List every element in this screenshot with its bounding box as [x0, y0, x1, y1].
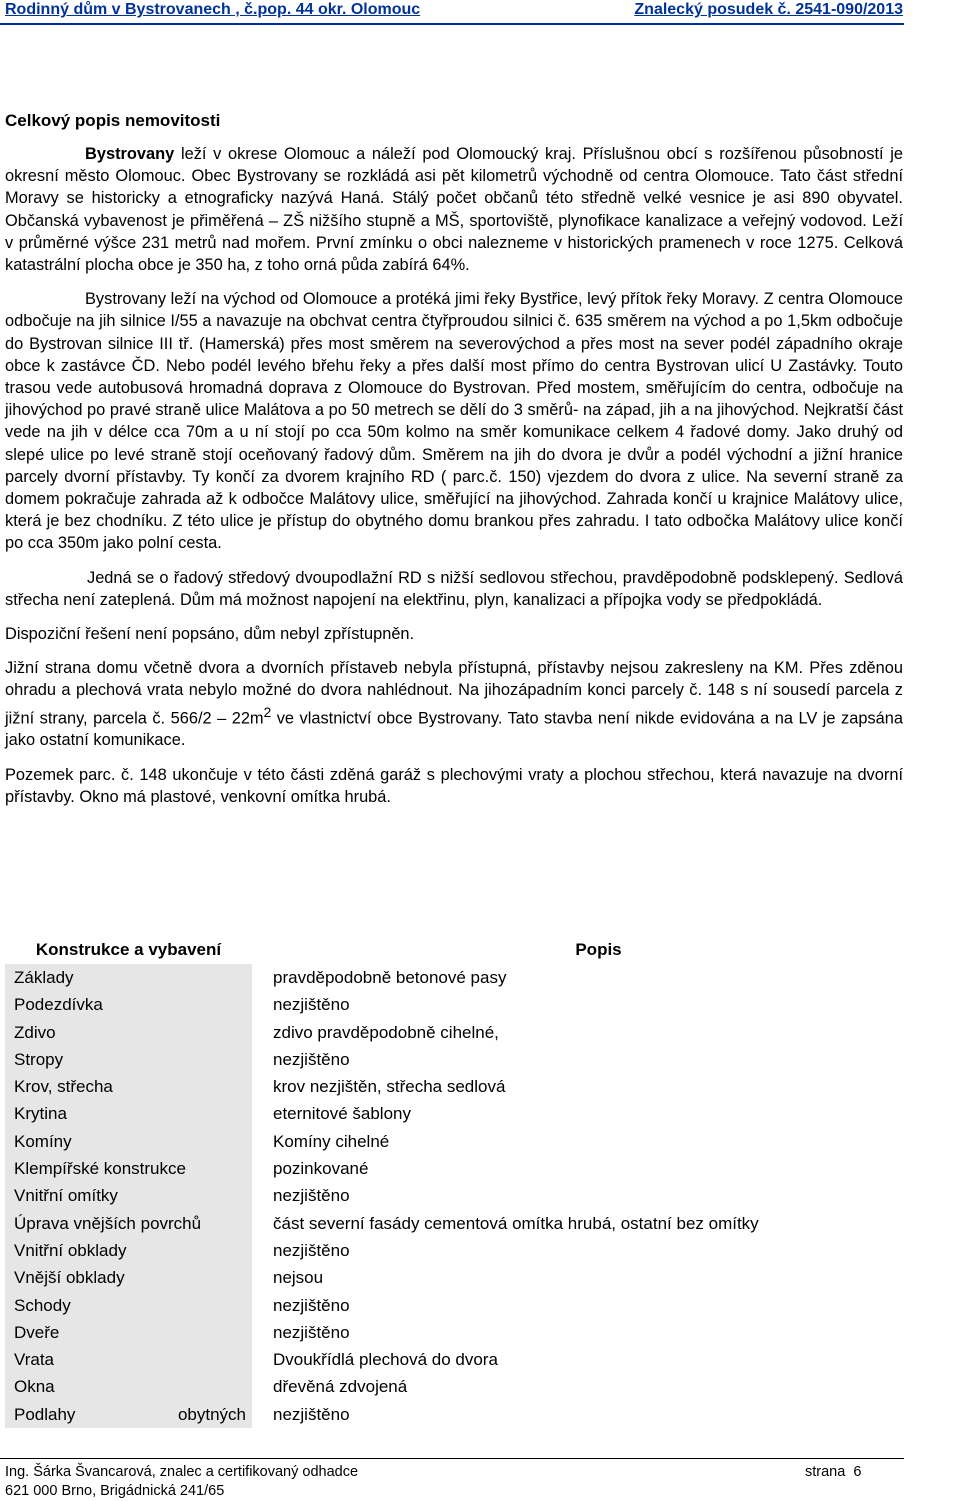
table-header-description: Popis [575, 939, 622, 959]
footer-author [5, 1463, 358, 1501]
construction-description: zdivo pravděpodobně cihelné, [273, 1022, 499, 1042]
header-divider [0, 23, 904, 25]
paragraph-building [5, 567, 903, 611]
construction-description: pravděpodobně betonové pasy [273, 968, 507, 987]
construction-description: nezjištěno [273, 1049, 350, 1069]
construction-item-cell: Schody [5, 1292, 252, 1319]
paragraph-access-text: Bystrovany leží na východ od Olomouce a protéká jimi řeky Bystřice, levý přítok řeky Moravy. Z centra Olomouce odbočuje na jih silnice I/55 a navazuje na obchvat centra čtyřproudou silnici č. 635 směrem na východ a po 1,5km odbočuje do Bystrovan silnice III tř. (Hamerská) přes most směrem na severovýchod a přes most na sever podél západního okraje obce k zastávce ČD. Nebo podél levého břehu řeky a přes další most přímo do centra Bystrovan ulicí U Zastávky. Touto trasou vede autobusová hromadná doprava z Olomouce do Bystrovan. Před mostem, směřujícím do centra, odbočuje na jihovýchod po pravé straně ulice Malátova a po 50 metrech se dělí do 3 směrů- na západ, jih a na jihovýchod. Nejkratší část vede na jih v délce cca 70m a u ní stojí po cca 50m kolmo na směr komunikace celkem 4 řadové domy. Jako druhý od slepé ulice po levé straně stojí oceňovaný řadový dům. Směrem na jih do dvora je dvůr a podél východní a jižní hranice parcely dvorní přístavby. Ty končí za dvorem krajního RD ( parc.č. 150) vjezdem do dvora z ulice. Na severní straně za domem pokračuje zahrada až k odbočce Malátovy ulice, směřující na jihovýchod. Zahrada končí u krajnice Malátovy ulice, která je bez chodníku. Z této ulice je přístup do obytného domu brankou přes zahradu. I tato odbočka Malátovy ulice končí po cca 350m jako polní cesta. [5, 290, 903, 553]
footer-page-label: strana [805, 1464, 846, 1480]
table-header-construction: Konstrukce a vybavení [35, 939, 222, 959]
construction-item-cell: Okna [5, 1373, 252, 1400]
construction-description: nezjištěno [273, 1322, 350, 1342]
construction-item-cell: Klempířské konstrukce [5, 1155, 252, 1182]
construction-item-cell: Dveře [5, 1319, 252, 1346]
construction-description: eternitové šablony [273, 1104, 411, 1124]
paragraph-south-side-text-b: ve vlastnictví obce Bystrovany. Tato stavba není nikde evidována a na LV je zapsána jako ostatní komunikace. [5, 709, 903, 750]
header-report-number-link[interactable]: Znalecký posudek č. 2541-090/2013 [634, 1, 903, 18]
table-row [5, 1019, 905, 1046]
paragraph-access [5, 288, 903, 554]
construction-item-pair [14, 1401, 246, 1428]
construction-description: krov nezjištěn, střecha sedlová [273, 1077, 506, 1097]
construction-description: dřevěná zdvojená [273, 1377, 408, 1397]
town-name: Bystrovany [85, 145, 175, 163]
construction-item-detail: obytných [177, 1404, 246, 1424]
footer-page-value: 6 [853, 1464, 862, 1480]
construction-item-cell: Vnitřní obklady [5, 1237, 252, 1264]
construction-item-cell: Krov, střecha [5, 1073, 252, 1100]
table-row [5, 1210, 905, 1237]
header-property-link[interactable]: Rodinný dům v Bystrovanech , č.pop. 44 okr. Olomouc [5, 1, 421, 18]
construction-description: Komíny cihelné [273, 1131, 390, 1151]
construction-item-cell: Vnější obklady [5, 1264, 252, 1291]
construction-item-cell: Komíny [5, 1128, 252, 1155]
table-row [5, 1073, 905, 1100]
table-row [5, 1319, 905, 1346]
table-row [5, 1401, 905, 1428]
table-header-row [5, 935, 905, 964]
footer-author-name: Ing. Šárka Švancarová, znalec a certifikovaný odhadce [5, 1464, 359, 1480]
construction-item-cell: Zdivo [5, 1019, 252, 1046]
table-row [5, 1292, 905, 1319]
table-row [5, 991, 905, 1018]
table-row [5, 1128, 905, 1155]
table-row [5, 1237, 905, 1264]
construction-description: nezjištěno [273, 995, 350, 1015]
construction-item-cell: Základy [5, 964, 252, 991]
table-row [5, 1182, 905, 1209]
construction-description: pozinkované [273, 1159, 369, 1179]
table-row [5, 1046, 905, 1073]
construction-item: Podlahy [14, 1404, 76, 1424]
construction-item-cell: Krytina [5, 1100, 252, 1127]
construction-description: nejsou [273, 1268, 324, 1288]
area-unit-superscript: 2 [263, 704, 272, 720]
construction-item-cell: Podezdívka [5, 991, 252, 1018]
paragraph-location-text: leží v okrese Olomouc a náleží pod Olomoucký kraj. Příslušnou obcí s rozšířenou působností je okresní město Olomouc. Obec Bystrovany se rozkládá asi pět kilometrů východně od centra Olomouce. Tato část střední Moravy se historicky a etnograficky nazývá Haná. Stálý počet občanů této středně velké vesnice je asi 890 obyvatel. Občanská vybavenost je přiměřená – ZŠ nižšího stupně a MŠ, sportoviště, plynofikace kanalizace a veřejný vodovod. Leží v průměrné výšce 231 metrů nad mořem. První zmínku o obci nalezneme v historických pramenech v roce 1275. Celková katastrální plocha obce je 350 ha, z toho orná půda zabírá 64%. [5, 145, 903, 275]
table-row [5, 1373, 905, 1400]
construction-description: nezjištěno [273, 1295, 350, 1315]
paragraph-south-side [5, 657, 903, 751]
construction-description: nezjištěno [273, 1404, 350, 1424]
construction-item-cell: Úprava vnějších povrchů [5, 1210, 252, 1237]
construction-description: část severní fasády cementová omítka hrubá, ostatní bez omítky [273, 1213, 759, 1233]
construction-description: nezjištěno [273, 1186, 350, 1206]
footer-page-number [805, 1463, 861, 1482]
construction-description: Dvoukřídlá plechová do dvora [273, 1350, 498, 1370]
paragraph-location [5, 143, 903, 276]
paragraph-south-side-text-a: Jižní strana domu včetně dvora a dvorních přístaveb nebyla přístupná, přístavby nejsou zakresleny na KM. Přes zděnou ohradu a plechová vrata nebylo možné do dvora nahlédnout. Na jihozápadním konci parcely č. 148 s ní sousedí parcela z jižní strany, parcela č. 566/2 – 22m [5, 659, 903, 728]
construction-item-cell [5, 1401, 252, 1428]
construction-item-cell: Vnitřní omítky [5, 1182, 252, 1209]
construction-description: nezjištěno [273, 1240, 350, 1260]
table-row [5, 964, 905, 991]
construction-item-cell: Vrata [5, 1346, 252, 1373]
table-row [5, 1155, 905, 1182]
description-body [5, 143, 903, 808]
table-body [5, 964, 905, 1428]
section-title: Celkový popis nemovitosti [5, 111, 221, 130]
table-row [5, 1264, 905, 1291]
table-row [5, 1346, 905, 1373]
footer-divider [0, 1458, 904, 1459]
footer-author-address: 621 000 Brno, Brigádnická 241/65 [5, 1483, 225, 1499]
paragraph-building-text: Jedná se o řadový středový dvoupodlažní RD s nižší sedlovou střechou, pravděpodobně podsklepený. Sedlová střecha není zateplená. Dům má možnost napojení na elektřinu, plyn, kanalizaci a přípojka vody se předpokládá. [5, 568, 903, 609]
construction-item-cell: Stropy [5, 1046, 252, 1073]
paragraph-garage: Pozemek parc. č. 148 ukončuje v této části zděná garáž s plechovými vraty a plochou střechou, která navazuje na dvorní přístavby. Okno má plastové, venkovní omítka hrubá. [5, 765, 903, 806]
construction-table [5, 935, 905, 1428]
paragraph-layout: Dispoziční řešení není popsáno, dům nebyl zpřístupněn. [5, 625, 415, 644]
table-row [5, 1100, 905, 1127]
